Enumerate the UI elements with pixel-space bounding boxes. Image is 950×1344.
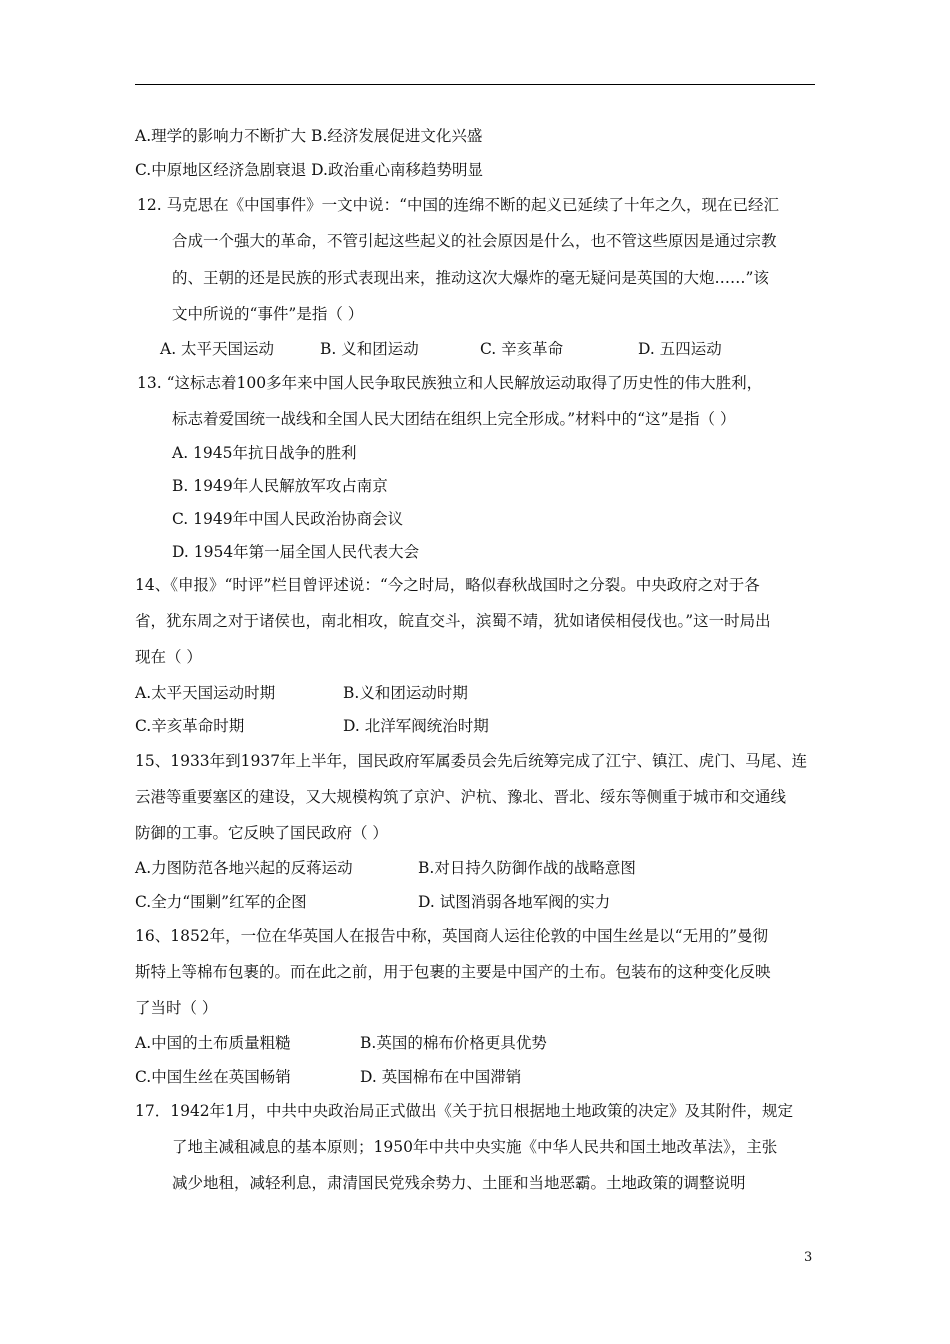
q16-stem-line-1: 16、1852年，一位在华英国人在报告中称，英国商人运往伦敦的中国生丝是以“无用的”曼彻 — [135, 927, 769, 945]
q15-option-d: D. 试图消弱各地军阀的实力 — [418, 893, 611, 911]
header-rule — [135, 84, 815, 85]
q13-stem-line-1: 13. “这标志着100多年来中国人民争取民族独立和人民解放运动取得了历史性的伟大胜利， — [137, 374, 763, 392]
q13-option-b: B. 1949年人民解放军攻占南京 — [172, 477, 388, 495]
q15-stem-line-3: 防御的工事。它反映了国民政府（ ） — [135, 824, 388, 842]
q12-option-d: D. 五四运动 — [638, 340, 722, 358]
q14-stem-line-2: 省，犹东周之对于诸侯也，南北相攻，皖直交斗，滨蜀不靖，犹如诸侯相侵伐也。”这一时局出 — [135, 612, 771, 630]
q12-stem-line-1: 12. 马克思在《中国事件》一文中说：“中国的连绵不断的起义已延续了十年之久，现在已经汇 — [137, 196, 780, 214]
q15-stem-line-2: 云港等重要塞区的建设，又大规模构筑了京沪、沪杭、豫北、晋北、绥东等侧重于城市和交通线 — [135, 788, 787, 806]
q12-stem-line-3: 的、王朝的还是民族的形式表现出来，推动这次大爆炸的毫无疑问是英国的大炮……”该 — [172, 269, 769, 287]
q16-stem-line-2: 斯特上等棉布包裹的。而在此之前，用于包裹的主要是中国产的土布。包装布的这种变化反映 — [135, 963, 771, 981]
q15-option-b: B.对日持久防御作战的战略意图 — [418, 859, 636, 877]
q13-option-d: D. 1954年第一届全国人民代表大会 — [172, 543, 420, 561]
q15-option-a: A.力图防范各地兴起的反蒋运动 — [135, 859, 353, 877]
q12-stem-line-4: 文中所说的“事件”是指（ ） — [172, 305, 364, 323]
q14-option-d: D. 北洋军阀统治时期 — [343, 717, 489, 735]
q14-option-b: B.义和团运动时期 — [343, 684, 468, 702]
q12-stem-line-2: 合成一个强大的革命，不管引起这些起义的社会原因是什么，也不管这些原因是通过宗教 — [172, 232, 777, 250]
q14-stem-line-3: 现在（ ） — [135, 648, 202, 666]
q14-stem-line-1: 14、《申报》“时评”栏目曾评述说：“今之时局，略似春秋战国时之分裂。中央政府之对于各 — [135, 576, 760, 594]
q17-stem-line-3: 减少地租，减轻利息，肃清国民党残余势力、土匪和当地恶霸。土地政策的调整说明 — [172, 1174, 746, 1192]
q15-option-c: C.全力“围剿”红军的企图 — [135, 893, 307, 911]
q17-stem-line-2: 了地主减租减息的基本原则；1950年中共中央实施《中华人民共和国土地改革法》，主张 — [172, 1138, 778, 1156]
q16-option-b: B.英国的棉布价格更具优势 — [360, 1034, 547, 1052]
q12-option-a: A. 太平天国运动 — [160, 340, 275, 358]
q15-stem-line-1: 15、1933年到1937年上半年，国民政府军属委员会先后统筹完成了江宁、镇江、虎门、马尾、连 — [135, 752, 808, 770]
prev-options-line-1: A.理学的影响力不断扩大 B.经济发展促进文化兴盛 — [135, 127, 483, 145]
q12-option-c: C. 辛亥革命 — [480, 340, 564, 358]
q13-option-a: A. 1945年抗日战争的胜利 — [172, 444, 357, 462]
q17-stem-line-1: 17．1942年1月，中共中央政治局正式做出《关于抗日根据地土地政策的决定》及其附件，规定 — [135, 1102, 794, 1120]
page-number: 3 — [804, 1250, 813, 1265]
q13-option-c: C. 1949年中国人民政治协商会议 — [172, 510, 404, 528]
q16-stem-line-3: 了当时（ ） — [135, 999, 218, 1017]
q16-option-d: D. 英国棉布在中国滞销 — [360, 1068, 522, 1086]
prev-options-line-2: C.中原地区经济急剧衰退 D.政治重心南移趋势明显 — [135, 161, 483, 179]
q12-option-b: B. 义和团运动 — [320, 340, 419, 358]
q16-option-c: C.中国生丝在英国畅销 — [135, 1068, 291, 1086]
q14-option-a: A.太平天国运动时期 — [135, 684, 276, 702]
q14-option-c: C.辛亥革命时期 — [135, 717, 245, 735]
q13-stem-line-2: 标志着爱国统一战线和全国人民大团结在组织上完全形成。”材料中的“这”是指（ ） — [172, 410, 736, 428]
q16-option-a: A.中国的土布质量粗糙 — [135, 1034, 291, 1052]
